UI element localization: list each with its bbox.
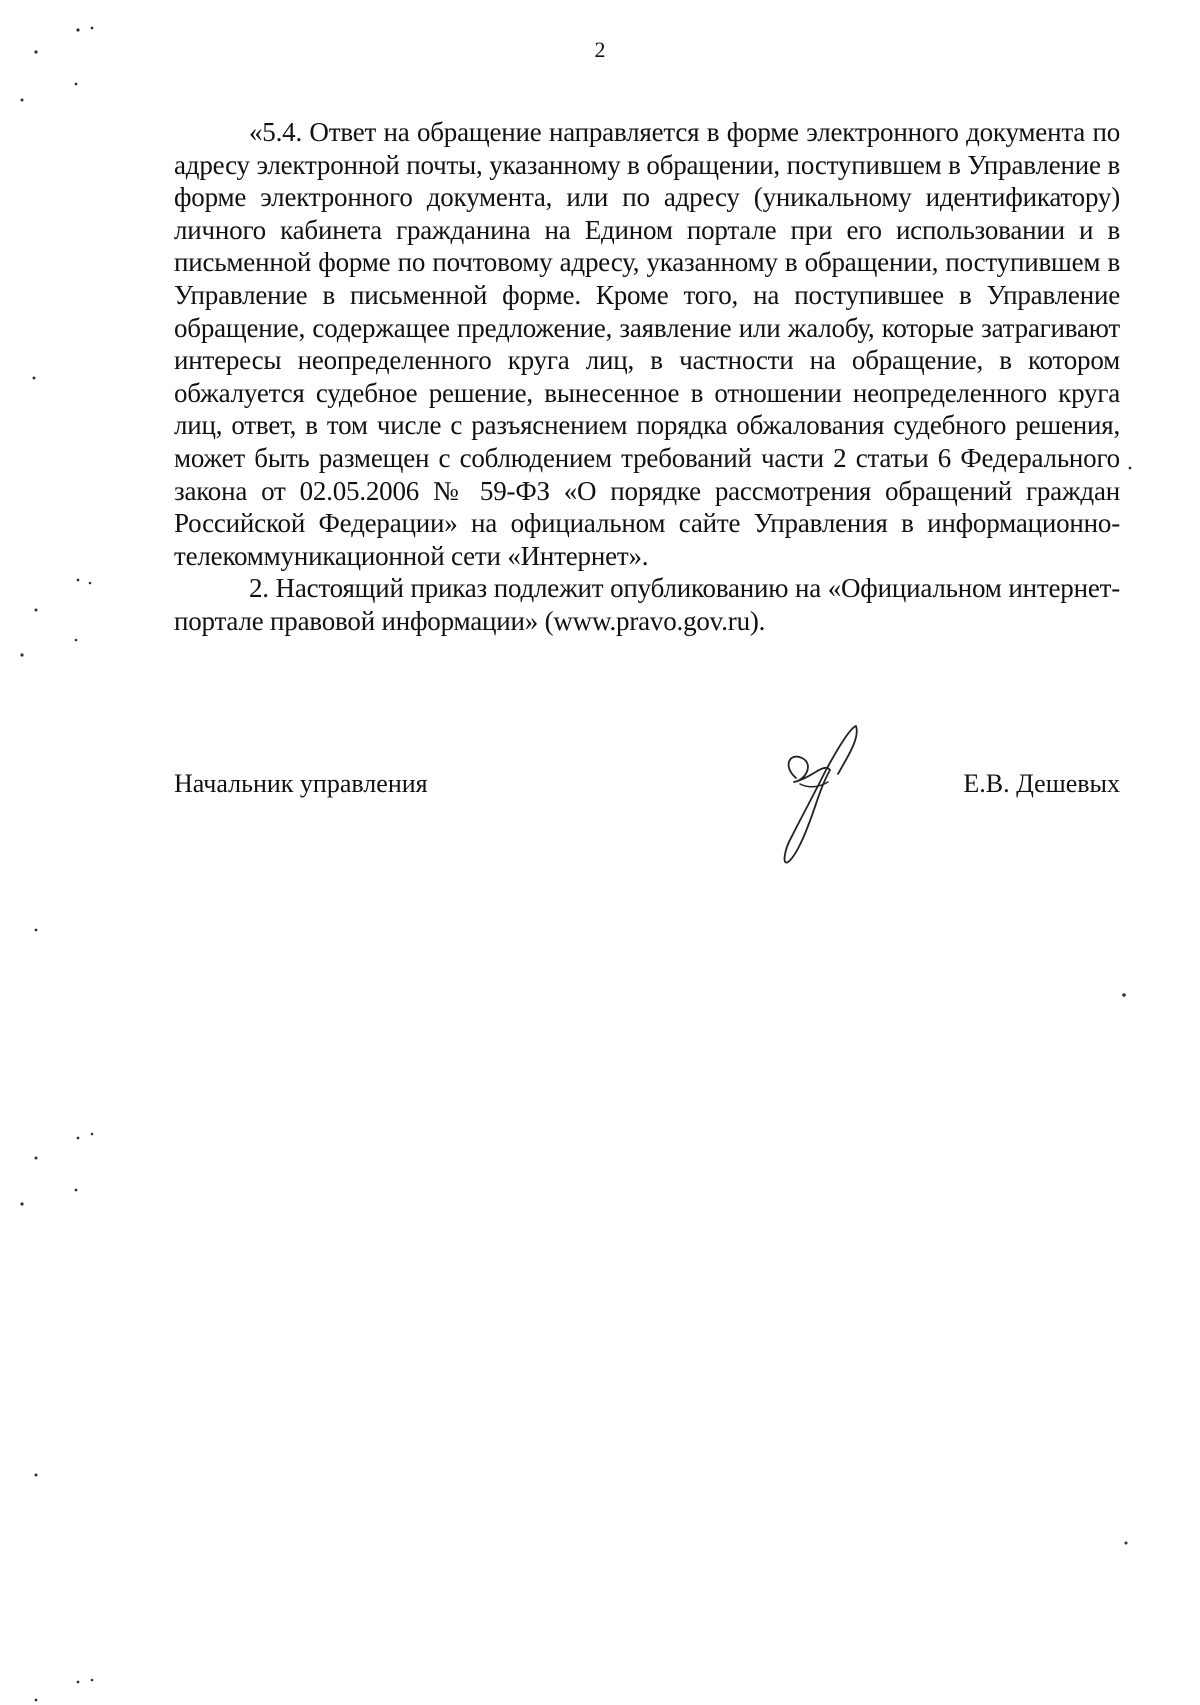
paragraph-2: 2. Настоящий приказ подлежит опубликованию на «Официальном интернет-портале правовой информации» (www.pravo.gov.ru). [174,573,1120,636]
signer-title: Начальник управления [174,769,428,798]
signature-block [174,767,1120,801]
handwritten-signature-icon [760,718,880,868]
document-body [174,116,1120,638]
page-number: 2 [594,37,606,62]
paragraph-5-4: «5.4. Ответ на обращение направляется в форме электронного документа по адресу электронной почты, указанному в обращении, поступившем в Управление в форме электронного документа, или по адресу (уникальному идентификатору) личного кабинета гражданина на Едином портале при его использовании и в письменной форме по почтовому адресу, указанному в обращении, поступившем в Управление в письменной форме. Кроме того, на поступившее в Управление обращение, содержащее предложение, заявление или жалобу, которые затрагивают интересы неопределенного круга лиц, в частности на обращение, в котором обжалуется судебное решение, вынесенное в отношении неопределенного круга лиц, ответ, в том числе с разъяснением порядка обжалования судебного решения, может быть размещен с соблюдением требований части 2 статьи 6 Федерального закона от 02.05.2006 № 59-ФЗ «О порядке рассмотрения обращений граждан Российской Федерации» на официальном сайте Управления в информационно-телекоммуникационной сети «Интернет». [174,117,1120,571]
signer-name: Е.В. Дешевых [963,769,1120,798]
